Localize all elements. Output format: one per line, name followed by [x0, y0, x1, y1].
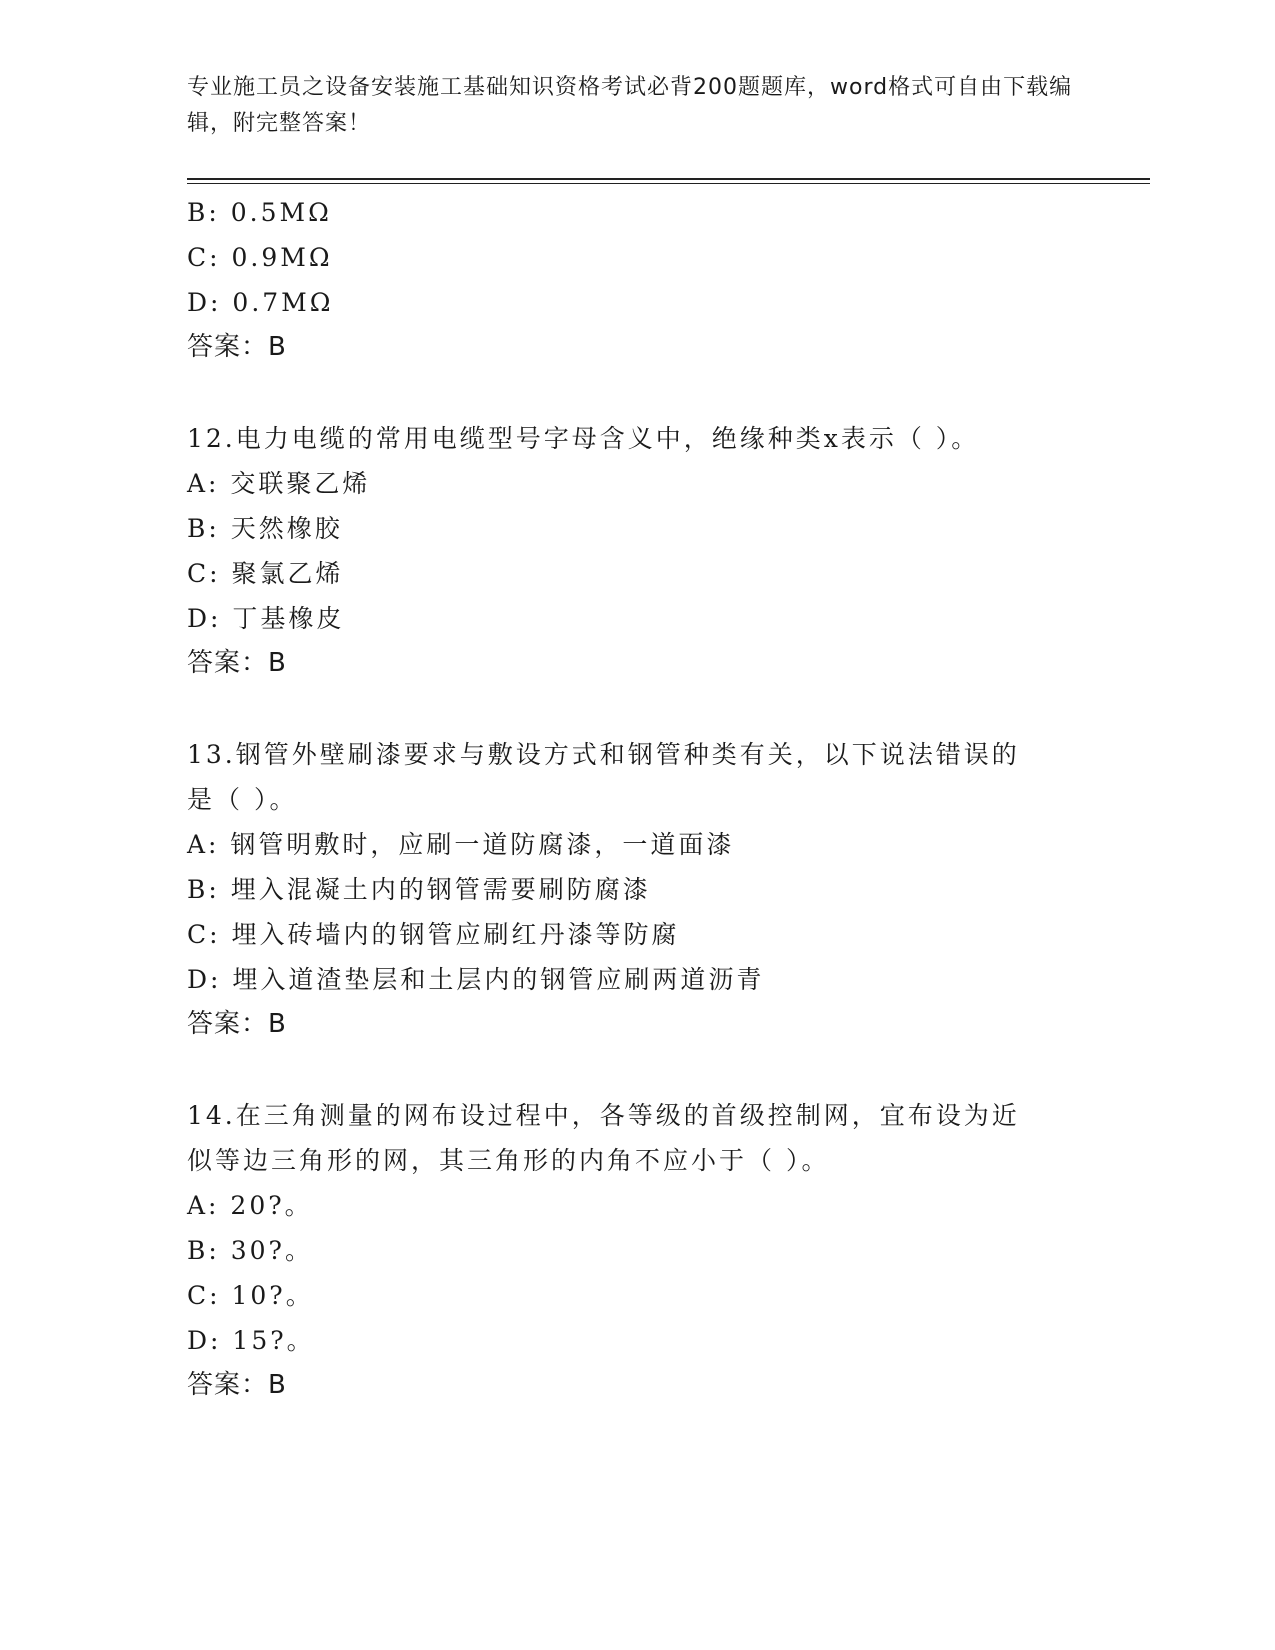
- option-c: C: 聚氯乙烯: [187, 559, 344, 588]
- option-b: B: 天然橡胶: [187, 514, 343, 543]
- answer-line: 答案：B: [187, 332, 287, 362]
- option-b: B: 埋入混凝土内的钢管需要刷防腐漆: [187, 875, 651, 904]
- option-a: A: 20?。: [187, 1191, 313, 1220]
- question-14: [187, 1093, 1087, 1408]
- option-d: D: 0.7MΩ: [187, 288, 334, 317]
- question-13: [187, 732, 1087, 1047]
- answer-line: 答案：B: [187, 648, 287, 678]
- question-stem: 12.电力电缆的常用电缆型号字母含义中，绝缘种类x表示（ ）。: [187, 424, 980, 453]
- answer-line: 答案：B: [187, 1009, 287, 1039]
- option-c: C: 埋入砖墙内的钢管应刷红丹漆等防腐: [187, 920, 680, 949]
- document-header: 专业施工员之设备安装施工基础知识资格考试必背200题题库，word格式可自由下载编辑，附完整答案！: [187, 75, 1073, 136]
- header-divider-thick: [187, 178, 1150, 180]
- answer-line: 答案：B: [187, 1370, 287, 1400]
- question-stem: 13.钢管外壁刷漆要求与敷设方式和钢管种类有关，以下说法错误的是（ ）。: [187, 740, 1020, 814]
- option-d: D: 15?。: [187, 1326, 315, 1355]
- option-b: B: 0.5MΩ: [187, 198, 332, 227]
- option-b: B: 30?。: [187, 1236, 313, 1265]
- option-a: A: 交联聚乙烯: [187, 469, 371, 498]
- question-stem: 14.在三角测量的网布设过程中，各等级的首级控制网，宜布设为近似等边三角形的网，其三角形的内角不应小于（ ）。: [187, 1101, 1020, 1175]
- option-c: C: 0.9MΩ: [187, 243, 333, 272]
- option-d: D: 丁基橡皮: [187, 604, 345, 633]
- header-divider-thin: [187, 183, 1150, 184]
- option-a: A: 钢管明敷时，应刷一道防腐漆，一道面漆: [187, 830, 735, 859]
- option-c: C: 10?。: [187, 1281, 314, 1310]
- option-d: D: 埋入道渣垫层和土层内的钢管应刷两道沥青: [187, 965, 765, 994]
- document-body: [187, 190, 1087, 1408]
- question-12: [187, 416, 1087, 686]
- question-fragment: [187, 190, 1087, 370]
